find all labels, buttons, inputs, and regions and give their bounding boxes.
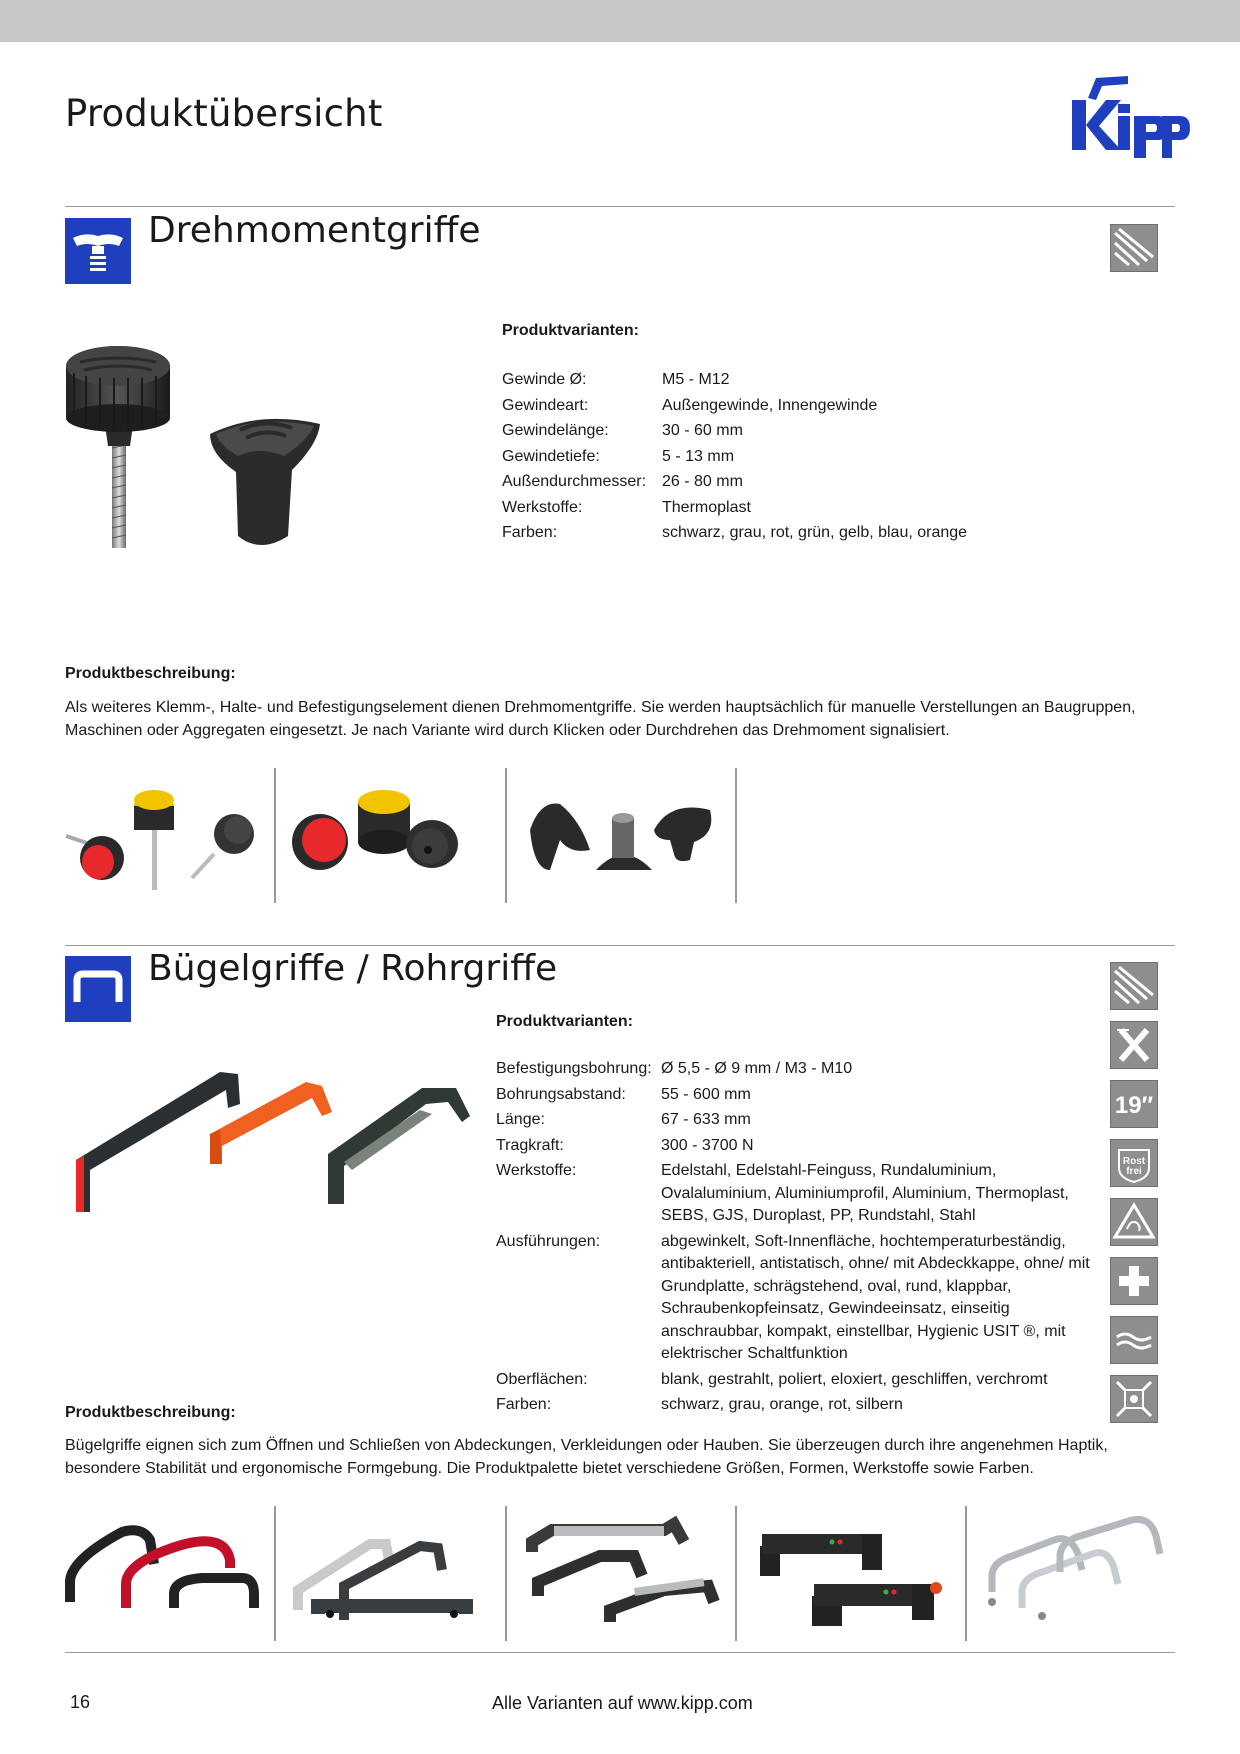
spec-value: Ø 5,5 - Ø 9 mm / M3 - M10	[661, 1060, 853, 1077]
torque-knobs-image	[60, 318, 380, 554]
spec-row	[496, 1109, 1104, 1132]
spec-value: 30 - 60 mm	[662, 422, 743, 439]
bow-handles-image	[70, 1064, 480, 1224]
spec-table-torque	[502, 367, 1002, 546]
spec-key: Oberflächen:	[496, 1370, 588, 1388]
spec-row	[502, 367, 1002, 393]
spec-key: Farben:	[496, 1396, 552, 1413]
spec-row	[502, 469, 1002, 495]
spec-key: Werkstoffe:	[496, 1162, 577, 1179]
description-label-bow: Produktbeschreibung:	[65, 1404, 236, 1421]
spec-value: abgewinkelt, Soft-Innenfläche, hochtemperaturbeständig, antibakteriell, antistatisch, ohne/ mit Abdeckkappe, ohne/ mit Grundplatte, schrägstehend, oval, rund, klappbar, Schraubenkopfeinsatz, Gewindeeinsatz, einseitig anschraubbar, kompakt, einstellbar, Hygienic USIT ®, mit elektrischer Schaltfunktion	[661, 1232, 1090, 1362]
page-number: 16	[70, 1692, 91, 1712]
section-divider	[65, 945, 1175, 946]
top-bar	[0, 0, 1240, 42]
spec-value: M5 - M12	[662, 371, 730, 388]
spec-key: Gewindetiefe:	[502, 447, 600, 465]
thumb-bow-tube	[524, 1512, 724, 1632]
spec-row	[496, 1394, 1104, 1417]
variants-label-bow: Produktvarianten:	[496, 1013, 633, 1030]
spec-key: Bohrungsabstand:	[496, 1085, 626, 1103]
rostfrei-icon	[1110, 1139, 1158, 1187]
spec-value: 55 - 600 mm	[661, 1085, 751, 1103]
spec-row	[502, 393, 1002, 419]
x-icon	[1110, 1021, 1158, 1069]
spec-key: Gewinde Ø:	[502, 371, 587, 388]
description-bow: Bügelgriffe eignen sich zum Öffnen und Schließen von Abdeckungen, Verkleidungen oder Hauben. Sie überzeugen durch ihre angenehmen Haptik, besondere Stabilität und ergonomische Formgebung. Die Produktpalette bietet verschiedene Größen, Formen, Werkstoffe sowie Farben.	[65, 1437, 1108, 1477]
description-torque: Als weiteres Klemm-, Halte- und Befestigungselement dienen Drehmomentgriffe. Sie werden hauptsächlich für manuelle Verstellungen an Baugruppen, Maschinen oder Aggregaten eingesetzt. Je nach Variante wird durch Klicken oder Durchdrehen das Drehmoment signalisiert.	[65, 699, 1136, 739]
thumb-bow-aluminium	[290, 1530, 490, 1625]
divider	[735, 768, 737, 903]
spec-row	[496, 1135, 1104, 1158]
divider	[505, 1506, 507, 1641]
19-inch-icon	[1110, 1080, 1158, 1128]
spec-value: 26 - 80 mm	[662, 473, 743, 490]
thumb-torque-pins	[62, 770, 267, 900]
wave-icon	[1110, 1316, 1158, 1364]
spec-row	[496, 1084, 1104, 1107]
spec-value: 67 - 633 mm	[661, 1111, 751, 1128]
thumb-torque-lobes	[520, 790, 720, 890]
variants-label-torque: Produktvarianten:	[502, 322, 639, 339]
spec-row	[496, 1058, 1104, 1081]
spec-key: Länge:	[496, 1111, 545, 1128]
spec-row	[496, 1231, 1104, 1366]
thumb-bow-steel	[982, 1512, 1178, 1632]
thumb-torque-caps	[290, 782, 490, 892]
divider	[505, 768, 507, 903]
footer-divider	[65, 1652, 1175, 1653]
bow-handle-icon	[65, 956, 131, 1022]
thumb-bow-round	[62, 1520, 262, 1615]
divider	[274, 1506, 276, 1641]
spec-key: Tragkraft:	[496, 1136, 564, 1154]
section-title-torque: Drehmomentgriffe	[148, 210, 481, 251]
spec-key: Außendurchmesser:	[502, 473, 647, 490]
spec-table-bow	[496, 1058, 1104, 1417]
divider	[735, 1506, 737, 1641]
spec-value: 5 - 13 mm	[662, 447, 735, 465]
temperature-icon	[1110, 1375, 1158, 1423]
kipp-logo	[1066, 70, 1190, 166]
spec-value: Außengewinde, Innengewinde	[662, 396, 878, 414]
spec-value: Thermoplast	[662, 498, 751, 516]
medical-cross-icon	[1110, 1257, 1158, 1305]
spec-key: Werkstoffe:	[502, 498, 583, 516]
spec-key: Farben:	[502, 524, 558, 541]
page-title: Produktübersicht	[65, 92, 383, 135]
19-inch-label: 19″	[1114, 1092, 1154, 1119]
frei-label: frei	[1126, 1166, 1142, 1177]
spec-key: Gewindelänge:	[502, 422, 609, 439]
torque-handle-icon	[65, 218, 131, 284]
thumb-bow-switch	[752, 1512, 952, 1632]
spec-key: Ausführungen:	[496, 1232, 601, 1250]
spec-value: schwarz, grau, rot, grün, gelb, blau, orange	[662, 524, 968, 541]
divider	[965, 1506, 967, 1641]
spec-row	[496, 1160, 1104, 1228]
spec-row	[502, 495, 1002, 521]
divider	[274, 768, 276, 903]
spec-row	[502, 520, 1002, 546]
spec-row	[502, 418, 1002, 444]
footer-link-text: Alle Varianten auf www.kipp.com	[492, 1693, 753, 1713]
spec-value: schwarz, grau, orange, rot, silbern	[661, 1396, 903, 1413]
spec-key: Befestigungsbohrung:	[496, 1060, 652, 1077]
section-divider	[65, 206, 1175, 207]
spec-value: blank, gestrahlt, poliert, eloxiert, geschliffen, verchromt	[661, 1370, 1048, 1388]
spec-row	[496, 1369, 1104, 1392]
spec-row	[502, 444, 1002, 470]
thread-lines-icon	[1110, 224, 1158, 272]
spec-key: Gewindeart:	[502, 396, 589, 414]
section-title-bow: Bügelgriffe / Rohrgriffe	[148, 948, 558, 989]
description-label-torque: Produktbeschreibung:	[65, 665, 236, 682]
esd-icon	[1110, 1198, 1158, 1246]
spec-value: 300 - 3700 N	[661, 1136, 754, 1154]
thread-lines-icon	[1110, 962, 1158, 1010]
spec-value: Edelstahl, Edelstahl-Feinguss, Rundaluminium, Ovalaluminium, Aluminiumprofil, Aluminium, Thermoplast, SEBS, GJS, Duroplast, PP, Rundstahl, Stahl	[661, 1162, 1069, 1224]
rost-label: Rost	[1122, 1156, 1146, 1167]
